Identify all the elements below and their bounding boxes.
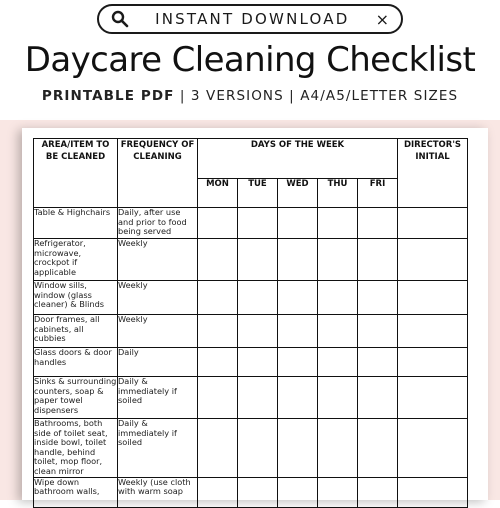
page-subtitle — [0, 88, 500, 104]
check-cell-wed[interactable] — [278, 348, 318, 377]
check-cell-thu[interactable] — [318, 348, 358, 377]
header-days: DAYS OF THE WEEK — [198, 139, 398, 179]
subtitle-bold: PRINTABLE PDF — [41, 88, 175, 104]
check-cell-tue[interactable] — [238, 377, 278, 419]
initial-cell[interactable] — [398, 208, 468, 239]
check-cell-thu[interactable] — [318, 419, 358, 478]
table-row — [34, 419, 468, 478]
search-icon — [111, 10, 129, 28]
check-cell-wed[interactable] — [278, 239, 318, 281]
check-cell-fri[interactable] — [358, 239, 398, 281]
table-row — [34, 239, 468, 281]
area-cell: Door frames, all cabinets, all cubbies — [34, 315, 118, 348]
close-icon[interactable]: × — [375, 9, 389, 29]
check-cell-fri[interactable] — [358, 477, 398, 507]
frequency-cell: Weekly (use cloth with warm soap — [118, 477, 198, 507]
table-row — [34, 315, 468, 348]
banner-text: INSTANT DOWNLOAD — [155, 10, 350, 28]
frequency-cell: Weekly — [118, 315, 198, 348]
check-cell-mon[interactable] — [198, 281, 238, 315]
frequency-cell: Daily & immediately if soiled — [118, 419, 198, 478]
initial-cell[interactable] — [398, 419, 468, 478]
check-cell-fri[interactable] — [358, 315, 398, 348]
area-cell: Bathrooms, both side of toilet seat, inside bowl, toilet handle, behind toilet, mop floor, clean mirror — [34, 419, 118, 478]
table-row — [34, 208, 468, 239]
check-cell-tue[interactable] — [238, 208, 278, 239]
check-cell-tue[interactable] — [238, 239, 278, 281]
checklist-table — [33, 138, 468, 508]
header-area: AREA/ITEM TO BE CLEANED — [34, 139, 118, 208]
page-title: Daycare Cleaning Checklist — [24, 40, 476, 80]
check-cell-thu[interactable] — [318, 315, 358, 348]
frequency-cell: Daily — [118, 348, 198, 377]
initial-cell[interactable] — [398, 477, 468, 507]
area-cell: Window sills, window (glass cleaner) & Blinds — [34, 281, 118, 315]
day-header-fri: FRI — [358, 179, 398, 208]
area-cell: Glass doors & door handles — [34, 348, 118, 377]
check-cell-mon[interactable] — [198, 208, 238, 239]
check-cell-mon[interactable] — [198, 315, 238, 348]
check-cell-fri[interactable] — [358, 419, 398, 478]
subtitle-rest: | 3 VERSIONS | A4/A5/LETTER SIZES — [174, 88, 459, 104]
area-cell: Refrigerator, microwave, crockpot if applicable — [34, 239, 118, 281]
frequency-cell: Daily & immediately if soiled — [118, 377, 198, 419]
area-cell: Table & Highchairs — [34, 208, 118, 239]
table-row — [34, 477, 468, 507]
day-header-tue: TUE — [238, 179, 278, 208]
initial-cell[interactable] — [398, 281, 468, 315]
check-cell-fri[interactable] — [358, 348, 398, 377]
check-cell-thu[interactable] — [318, 208, 358, 239]
day-header-mon: MON — [198, 179, 238, 208]
check-cell-thu[interactable] — [318, 239, 358, 281]
check-cell-tue[interactable] — [238, 419, 278, 478]
initial-cell[interactable] — [398, 315, 468, 348]
check-cell-mon[interactable] — [198, 419, 238, 478]
check-cell-wed[interactable] — [278, 315, 318, 348]
check-cell-wed[interactable] — [278, 477, 318, 507]
checklist-sheet — [22, 128, 488, 500]
initial-cell[interactable] — [398, 348, 468, 377]
check-cell-fri[interactable] — [358, 281, 398, 315]
day-header-thu: THU — [318, 179, 358, 208]
check-cell-wed[interactable] — [278, 377, 318, 419]
frequency-cell: Weekly — [118, 281, 198, 315]
table-row — [34, 377, 468, 419]
check-cell-wed[interactable] — [278, 419, 318, 478]
check-cell-fri[interactable] — [358, 377, 398, 419]
header-frequency: FREQUENCY OF CLEANING — [118, 139, 198, 208]
check-cell-thu[interactable] — [318, 281, 358, 315]
check-cell-mon[interactable] — [198, 239, 238, 281]
area-cell: Wipe down bathroom walls, — [34, 477, 118, 507]
frequency-cell: Daily, after use and prior to food being served — [118, 208, 198, 239]
initial-cell[interactable] — [398, 377, 468, 419]
check-cell-tue[interactable] — [238, 348, 278, 377]
check-cell-mon[interactable] — [198, 477, 238, 507]
frequency-cell: Weekly — [118, 239, 198, 281]
check-cell-wed[interactable] — [278, 281, 318, 315]
check-cell-mon[interactable] — [198, 377, 238, 419]
area-cell: Sinks & surrounding counters, soap & paper towel dispensers — [34, 377, 118, 419]
check-cell-tue[interactable] — [238, 477, 278, 507]
search-banner[interactable] — [97, 4, 403, 34]
initial-cell[interactable] — [398, 239, 468, 281]
check-cell-tue[interactable] — [238, 281, 278, 315]
table-row — [34, 348, 468, 377]
check-cell-tue[interactable] — [238, 315, 278, 348]
check-cell-wed[interactable] — [278, 208, 318, 239]
check-cell-thu[interactable] — [318, 377, 358, 419]
table-row — [34, 281, 468, 315]
check-cell-mon[interactable] — [198, 348, 238, 377]
header-initial: DIRECTOR'S INITIAL — [398, 139, 468, 208]
check-cell-fri[interactable] — [358, 208, 398, 239]
check-cell-thu[interactable] — [318, 477, 358, 507]
day-header-wed: WED — [278, 179, 318, 208]
